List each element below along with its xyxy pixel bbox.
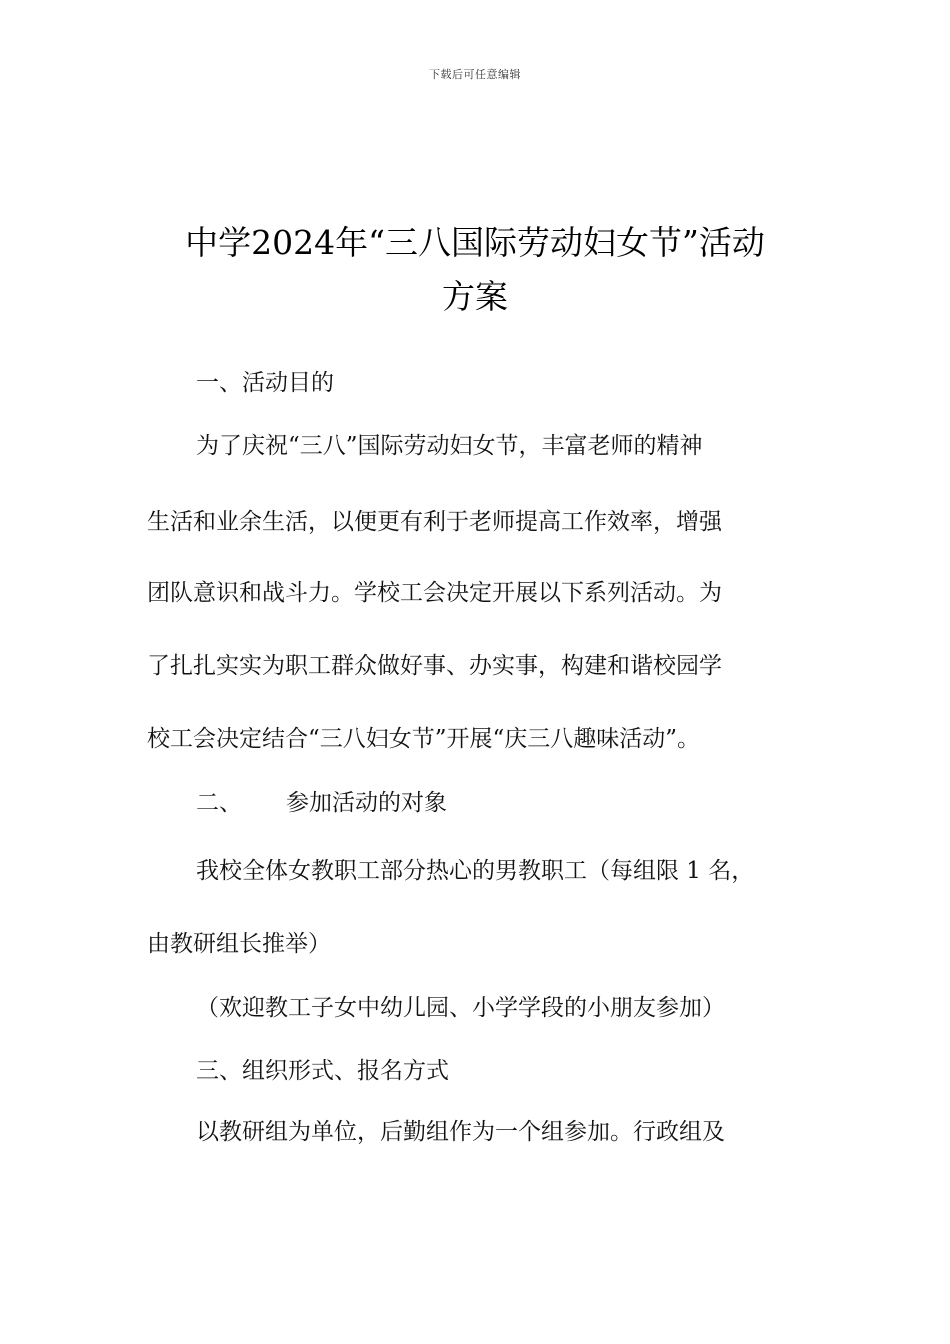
- section-2-heading: [196, 784, 856, 817]
- section-2-note: （欢迎教工子女中幼儿园、小学学段的小朋友参加）: [196, 995, 725, 1021]
- document-title: [120, 216, 830, 324]
- section-2-number: 二、: [196, 790, 242, 816]
- section-2-title: 参加活动的对象: [286, 790, 447, 816]
- header-note: 下载后可任意编辑: [429, 68, 521, 81]
- section-1-line-2: 生活和业余生活，以便更有利于老师提高工作效率，增强: [147, 509, 722, 535]
- section-1-line-3: 团队意识和战斗力。学校工会决定开展以下系列活动。为: [147, 580, 722, 606]
- section-2-line-2: 由教研组长推举）: [147, 931, 331, 957]
- title-line-1: 中学2024年“三八国际劳动妇女节”活动: [185, 223, 765, 262]
- section-1-heading: 一、活动目的: [196, 370, 334, 396]
- section-1-line-4: 了扎扎实实为职工群众做好事、办实事，构建和谐校园学: [147, 653, 722, 679]
- section-3-heading: 三、组织形式、报名方式: [196, 1058, 449, 1084]
- section-3-line-1: 以教研组为单位，后勤组作为一个组参加。行政组及: [196, 1119, 725, 1145]
- section-1-line-1: 为了庆祝“三八”国际劳动妇女节，丰富老师的精神: [196, 433, 703, 459]
- section-2-line-1: 我校全体女教职工部分热心的男教职工（每组限 1 名，: [196, 858, 755, 884]
- title-line-2: 方案: [442, 277, 508, 316]
- section-1-line-5: 校工会决定结合“三八妇女节”开展“庆三八趣味活动”。: [147, 726, 701, 752]
